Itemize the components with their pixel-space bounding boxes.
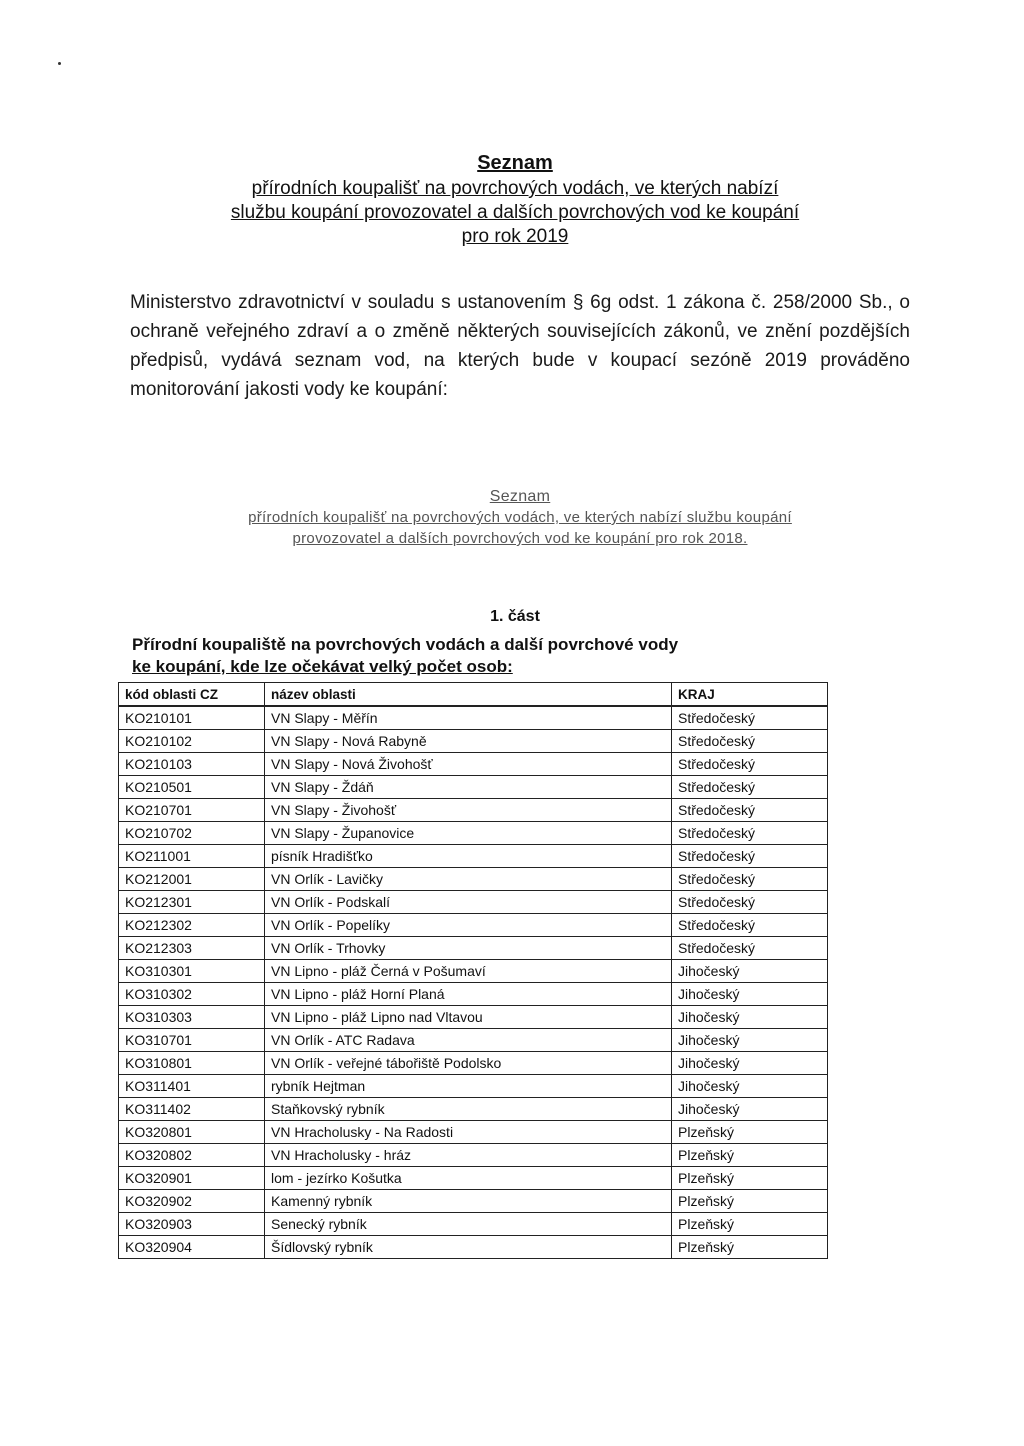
table-row xyxy=(119,1052,828,1075)
document-subtitle-line-1: přírodních koupališť na povrchových vodách, ve kterých nabízí xyxy=(251,178,779,199)
table-row xyxy=(119,730,828,753)
document-subtitle-line-2: službu koupání provozovatel a dalších povrchových vod ke koupání xyxy=(230,202,800,223)
table-row xyxy=(119,822,828,845)
table-row xyxy=(119,1144,828,1167)
cell-code: KO320902 xyxy=(119,1190,265,1213)
table-row xyxy=(119,776,828,799)
scan-speck xyxy=(58,62,61,65)
cell-area-name: VN Orlík - Podskalí xyxy=(265,891,672,914)
cell-code: KO310801 xyxy=(119,1052,265,1075)
cell-area-name: písník Hradišťko xyxy=(265,845,672,868)
cell-area-name: VN Lipno - pláž Horní Planá xyxy=(265,983,672,1006)
cell-code: KO211001 xyxy=(119,845,265,868)
cell-code: KO310701 xyxy=(119,1029,265,1052)
part-heading xyxy=(132,634,832,678)
cell-region: Jihočeský xyxy=(672,983,828,1006)
cell-code: KO210101 xyxy=(119,706,265,730)
table-body xyxy=(119,706,828,1259)
cell-area-name: VN Orlík - Trhovky xyxy=(265,937,672,960)
cell-region: Středočeský xyxy=(672,891,828,914)
intro-paragraph: Ministerstvo zdravotnictví v souladu s ustanovením § 6g odst. 1 zákona č. 258/2000 Sb., o ochraně veřejného zdraví a o změně některých souvisejících zákonů, ve znění pozdějších předpisů, vydává seznam vod, na kterých bude v koupací sezóně 2019 prováděno monitorování jakosti vody ke koupání: xyxy=(130,292,910,400)
cell-region: Středočeský xyxy=(672,914,828,937)
table-row xyxy=(119,937,828,960)
cell-region: Jihočeský xyxy=(672,1006,828,1029)
cell-area-name: VN Slapy - Ždáň xyxy=(265,776,672,799)
table-row xyxy=(119,753,828,776)
cell-code: KO320904 xyxy=(119,1236,265,1259)
cell-region: Středočeský xyxy=(672,730,828,753)
cell-area-name: lom - jezírko Košutka xyxy=(265,1167,672,1190)
cell-code: KO320802 xyxy=(119,1144,265,1167)
table-row xyxy=(119,1075,828,1098)
cell-region: Plzeňský xyxy=(672,1167,828,1190)
cell-region: Jihočeský xyxy=(672,960,828,983)
cell-code: KO210103 xyxy=(119,753,265,776)
table-row xyxy=(119,1098,828,1121)
cell-region: Středočeský xyxy=(672,822,828,845)
cell-code: KO210702 xyxy=(119,822,265,845)
cell-region: Jihočeský xyxy=(672,1098,828,1121)
table-row xyxy=(119,1029,828,1052)
cell-area-name: VN Lipno - pláž Lipno nad Vltavou xyxy=(265,1006,672,1029)
table-row xyxy=(119,706,828,730)
bathing-areas-table xyxy=(118,682,828,1259)
cell-area-name: VN Slapy - Nová Rabyně xyxy=(265,730,672,753)
cell-code: KO311402 xyxy=(119,1098,265,1121)
table-header-row xyxy=(119,683,828,707)
column-header-name: název oblasti xyxy=(265,683,672,707)
cell-code: KO210701 xyxy=(119,799,265,822)
part-heading-line-2: ke koupání, kde lze očekávat velký počet osob: xyxy=(132,657,513,676)
cell-area-name: VN Slapy - Nová Živohošť xyxy=(265,753,672,776)
faint-previous-header xyxy=(130,486,910,549)
cell-code: KO320901 xyxy=(119,1167,265,1190)
cell-area-name: VN Orlík - Lavičky xyxy=(265,868,672,891)
part-heading-line-1: Přírodní koupaliště na povrchových vodách a další povrchové vody xyxy=(132,635,679,654)
table-row xyxy=(119,1167,828,1190)
table-row xyxy=(119,1190,828,1213)
cell-code: KO320801 xyxy=(119,1121,265,1144)
cell-region: Středočeský xyxy=(672,868,828,891)
cell-area-name: Šídlovský rybník xyxy=(265,1236,672,1259)
table-row xyxy=(119,1236,828,1259)
cell-code: KO212303 xyxy=(119,937,265,960)
cell-region: Středočeský xyxy=(672,753,828,776)
table-row xyxy=(119,799,828,822)
cell-region: Jihočeský xyxy=(672,1029,828,1052)
cell-code: KO310302 xyxy=(119,983,265,1006)
document-subtitle-line-3: pro rok 2019 xyxy=(461,226,569,247)
document-title: Seznam xyxy=(477,152,553,174)
cell-code: KO212001 xyxy=(119,868,265,891)
cell-area-name: Senecký rybník xyxy=(265,1213,672,1236)
faint-line-2: provozovatel a dalších povrchových vod ke koupání pro rok 2018. xyxy=(292,530,748,547)
cell-region: Plzeňský xyxy=(672,1121,828,1144)
column-header-region: KRAJ xyxy=(672,683,828,707)
table-row xyxy=(119,845,828,868)
part-label: 1. část xyxy=(490,608,540,625)
cell-area-name: VN Hracholusky - hráz xyxy=(265,1144,672,1167)
cell-code: KO320903 xyxy=(119,1213,265,1236)
cell-code: KO311401 xyxy=(119,1075,265,1098)
cell-area-name: Kamenný rybník xyxy=(265,1190,672,1213)
table-row xyxy=(119,868,828,891)
cell-area-name: VN Orlík - ATC Radava xyxy=(265,1029,672,1052)
cell-region: Středočeský xyxy=(672,937,828,960)
table-row xyxy=(119,914,828,937)
cell-region: Středočeský xyxy=(672,706,828,730)
table-row xyxy=(119,1006,828,1029)
cell-area-name: Staňkovský rybník xyxy=(265,1098,672,1121)
table-row xyxy=(119,1121,828,1144)
cell-code: KO310303 xyxy=(119,1006,265,1029)
table-row xyxy=(119,983,828,1006)
table-row xyxy=(119,1213,828,1236)
cell-code: KO212302 xyxy=(119,914,265,937)
cell-region: Plzeňský xyxy=(672,1190,828,1213)
cell-region: Středočeský xyxy=(672,799,828,822)
cell-region: Jihočeský xyxy=(672,1052,828,1075)
cell-region: Středočeský xyxy=(672,776,828,799)
document-title-block xyxy=(110,150,920,249)
cell-area-name: VN Lipno - pláž Černá v Pošumaví xyxy=(265,960,672,983)
cell-code: KO212301 xyxy=(119,891,265,914)
cell-area-name: VN Orlík - veřejné tábořiště Podolsko xyxy=(265,1052,672,1075)
cell-area-name: VN Hracholusky - Na Radosti xyxy=(265,1121,672,1144)
table-row xyxy=(119,891,828,914)
cell-region: Středočeský xyxy=(672,845,828,868)
cell-region: Plzeňský xyxy=(672,1144,828,1167)
table-row xyxy=(119,960,828,983)
cell-code: KO210102 xyxy=(119,730,265,753)
cell-code: KO210501 xyxy=(119,776,265,799)
faint-line-1: přírodních koupališť na povrchových vodách, ve kterých nabízí službu koupání xyxy=(248,509,792,526)
cell-code: KO310301 xyxy=(119,960,265,983)
cell-region: Plzeňský xyxy=(672,1236,828,1259)
cell-area-name: VN Slapy - Županovice xyxy=(265,822,672,845)
faint-title: Seznam xyxy=(489,488,551,505)
cell-area-name: VN Slapy - Měřín xyxy=(265,706,672,730)
cell-region: Plzeňský xyxy=(672,1213,828,1236)
cell-area-name: VN Slapy - Živohošť xyxy=(265,799,672,822)
cell-area-name: VN Orlík - Popelíky xyxy=(265,914,672,937)
column-header-code: kód oblasti CZ xyxy=(119,683,265,707)
cell-area-name: rybník Hejtman xyxy=(265,1075,672,1098)
cell-region: Jihočeský xyxy=(672,1075,828,1098)
